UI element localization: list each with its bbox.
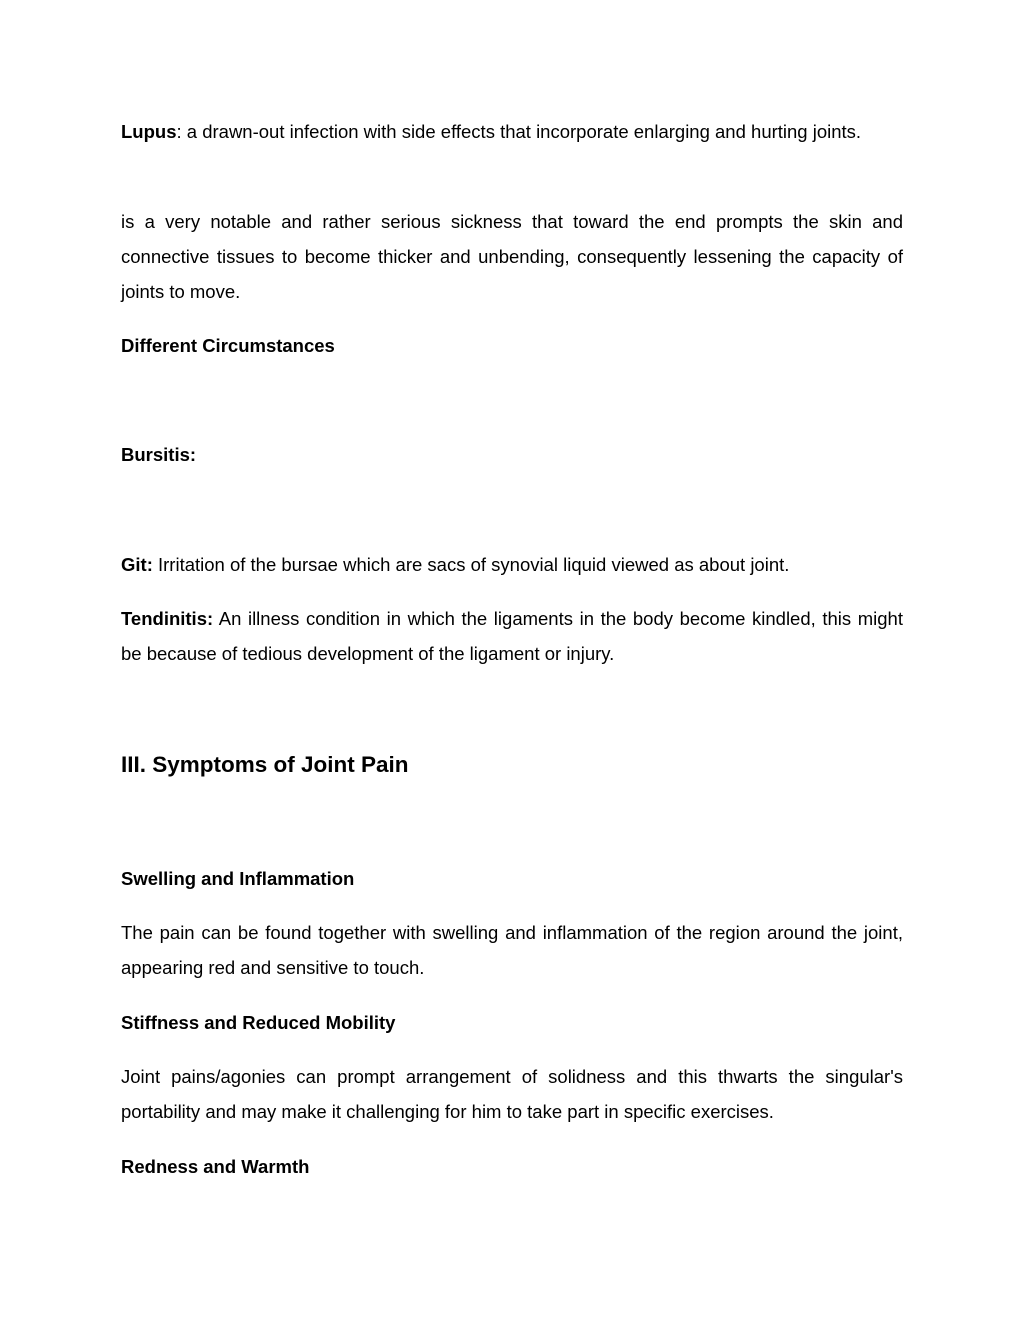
swelling-paragraph: The pain can be found together with swelling and inflammation of the region around the joint, appearing red and sensitive to touch. [121, 922, 903, 978]
tendinitis-text: An illness condition in which the ligaments in the body become kindled, this might be because of tedious development of the ligament or injury. [121, 608, 903, 664]
git-term: Git: [121, 554, 153, 575]
stiffness-heading: Stiffness and Reduced Mobility [121, 1012, 396, 1033]
stiffness-paragraph: Joint pains/agonies can prompt arrangement of solidness and this thwarts the singular's portability and may make it challenging for him to take part in specific exercises. [121, 1066, 903, 1122]
tendinitis-term: Tendinitis: [121, 608, 214, 629]
tendinitis-paragraph [121, 601, 903, 671]
swelling-heading: Swelling and Inflammation [121, 868, 355, 889]
lupus-term: Lupus [121, 121, 177, 142]
lupus-paragraph [121, 114, 903, 149]
bursitis-heading: Bursitis: [121, 444, 197, 465]
scleroderma-paragraph: is a very notable and rather serious sickness that toward the end prompts the skin and connective tissues to become thicker and unbending, consequently lessening the capacity of joints to move. [121, 211, 903, 302]
lupus-text: : a drawn-out infection with side effects that incorporate enlarging and hurting joints. [176, 121, 862, 142]
redness-heading: Redness and Warmth [121, 1156, 310, 1177]
different-circumstances-heading: Different Circumstances [121, 335, 335, 356]
section-heading-symptoms: III. Symptoms of Joint Pain [121, 752, 409, 777]
git-text: Irritation of the bursae which are sacs of synovial liquid viewed as about joint. [152, 554, 790, 575]
git-paragraph [121, 547, 903, 582]
